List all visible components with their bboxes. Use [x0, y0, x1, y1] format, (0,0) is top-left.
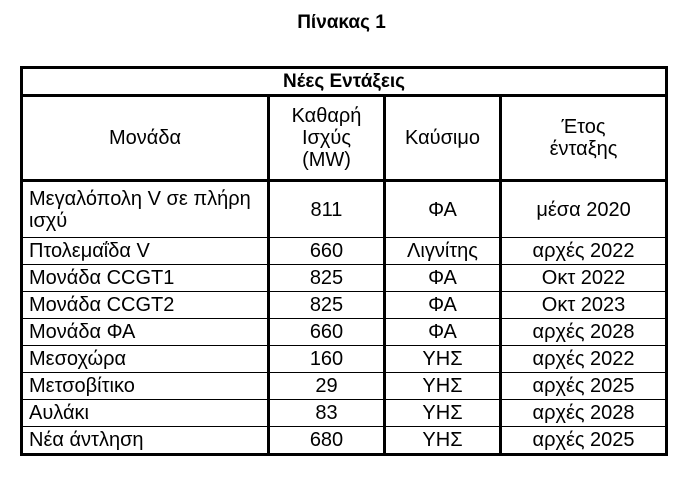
cell-year: αρχές 2022 [501, 238, 667, 265]
column-header-unit: Μονάδα [22, 96, 269, 181]
column-header-fuel: Καύσιμο [385, 96, 501, 181]
cell-capacity: 29 [269, 373, 385, 400]
cell-year: Οκτ 2022 [501, 265, 667, 292]
cell-year: Οκτ 2023 [501, 292, 667, 319]
table-row [22, 238, 667, 265]
cell-unit: Νέα άντληση [22, 427, 269, 455]
table-row [22, 346, 667, 373]
cell-unit: Μονάδα CCGT1 [22, 265, 269, 292]
cell-capacity: 83 [269, 400, 385, 427]
cell-unit: Μονάδα CCGT2 [22, 292, 269, 319]
cell-year: μέσα 2020 [501, 181, 667, 238]
cell-fuel: ΦΑ [385, 265, 501, 292]
cell-fuel: ΥΗΣ [385, 346, 501, 373]
cell-capacity: 825 [269, 265, 385, 292]
cell-unit: Μονάδα ΦΑ [22, 319, 269, 346]
table-title: Πίνακας 1 [297, 12, 386, 33]
cell-capacity: 680 [269, 427, 385, 455]
cell-unit: Μεσοχώρα [22, 346, 269, 373]
cell-year: αρχές 2028 [501, 319, 667, 346]
cell-unit: Μεγαλόπολη V σε πλήρη ισχύ [22, 181, 269, 238]
table-row [22, 181, 667, 238]
cell-fuel: Λιγνίτης [385, 238, 501, 265]
group-header: Νέες Εντάξεις [22, 68, 667, 96]
cell-fuel: ΦΑ [385, 319, 501, 346]
cell-fuel: ΥΗΣ [385, 400, 501, 427]
cell-year: αρχές 2025 [501, 427, 667, 455]
cell-year: αρχές 2025 [501, 373, 667, 400]
cell-capacity: 825 [269, 292, 385, 319]
table-row [22, 319, 667, 346]
table-row [22, 400, 667, 427]
cell-capacity: 160 [269, 346, 385, 373]
cell-capacity: 660 [269, 319, 385, 346]
column-header-year: Έτος ένταξης [501, 96, 667, 181]
column-header-capacity: Καθαρή Ισχύς (MW) [269, 96, 385, 181]
cell-capacity: 660 [269, 238, 385, 265]
cell-fuel: ΥΗΣ [385, 373, 501, 400]
cell-unit: Πτολεμαΐδα V [22, 238, 269, 265]
cell-year: αρχές 2022 [501, 346, 667, 373]
cell-unit: Αυλάκι [22, 400, 269, 427]
table-row [22, 373, 667, 400]
new-units-table [20, 66, 668, 456]
table-row [22, 427, 667, 455]
cell-fuel: ΥΗΣ [385, 427, 501, 455]
table-row [22, 292, 667, 319]
cell-year: αρχές 2028 [501, 400, 667, 427]
cell-fuel: ΦΑ [385, 181, 501, 238]
cell-unit: Μετσοβίτικο [22, 373, 269, 400]
table-row [22, 265, 667, 292]
cell-capacity: 811 [269, 181, 385, 238]
cell-fuel: ΦΑ [385, 292, 501, 319]
